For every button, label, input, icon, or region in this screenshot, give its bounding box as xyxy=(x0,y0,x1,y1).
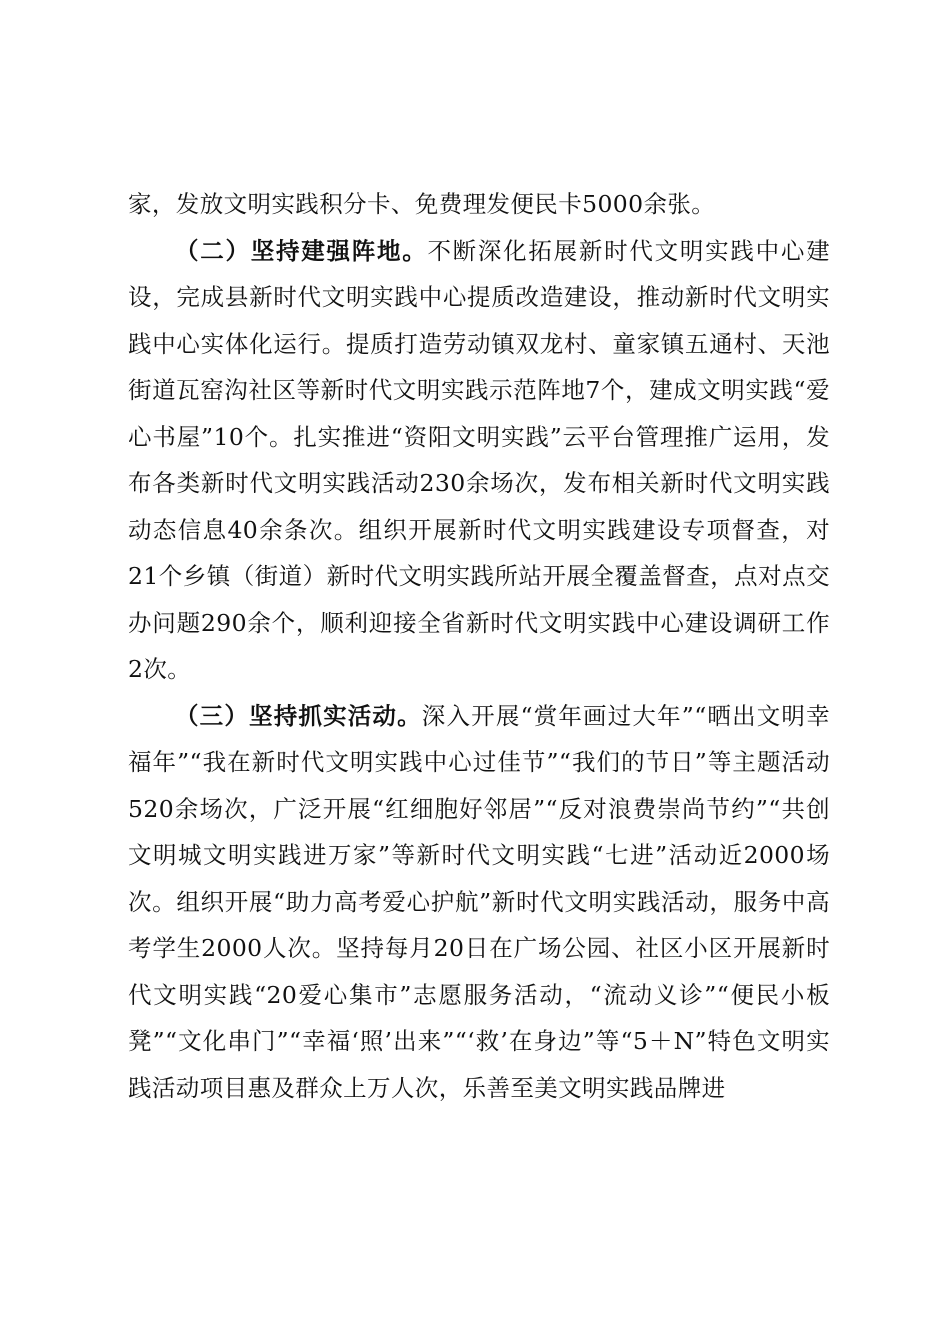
paragraph-text: 家，发放文明实践积分卡、免费理发便民卡5000余张。 xyxy=(128,190,716,218)
section-heading: （二）坚持建强阵地。 xyxy=(175,236,428,265)
paragraph-continuation xyxy=(128,181,830,228)
section-heading: （三）坚持抓实活动。 xyxy=(175,701,422,730)
paragraph-section-3 xyxy=(128,693,830,1112)
document-body xyxy=(128,181,830,1111)
paragraph-text: 深入开展“赏年画过大年”“晒出文明幸福年”“我在新时代文明实践中心过佳节”“我们的节日”等主题活动520余场次，广泛开展“红细胞好邻居”“反对浪费崇尚节约”“共创文明城文明实践进万家”等新时代文明实践“七进”活动近2000场次。组织开展“助力高考爱心护航”新时代文明实践活动，服务中高考学生2000人次。坚持每月20日在广场公园、社区小区开展新时代文明实践“20爱心集市”志愿服务活动，“流动义诊”“便民小板凳”“文化串门”“幸福‘照’出来”“‘救’在身边”等“5＋N”特色文明实践活动项目惠及群众上万人次，乐善至美文明实践品牌进 xyxy=(128,701,830,1102)
paragraph-text: 不断深化拓展新时代文明实践中心建设，完成县新时代文明实践中心提质改造建设，推动新时代文明实践中心实体化运行。提质打造劳动镇双龙村、童家镇五通村、天池街道瓦窑沟社区等新时代文明实践示范阵地7个，建成文明实践“爱心书屋”10个。扎实推进“资阳文明实践”云平台管理推广运用，发布各类新时代文明实践活动230余场次，发布相关新时代文明实践动态信息40余条次。组织开展新时代文明实践建设专项督查，对21个乡镇（街道）新时代文明实践所站开展全覆盖督查，点对点交办问题290余个，顺利迎接全省新时代文明实践中心建设调研工作2次。 xyxy=(128,236,830,683)
paragraph-section-2 xyxy=(128,228,830,693)
